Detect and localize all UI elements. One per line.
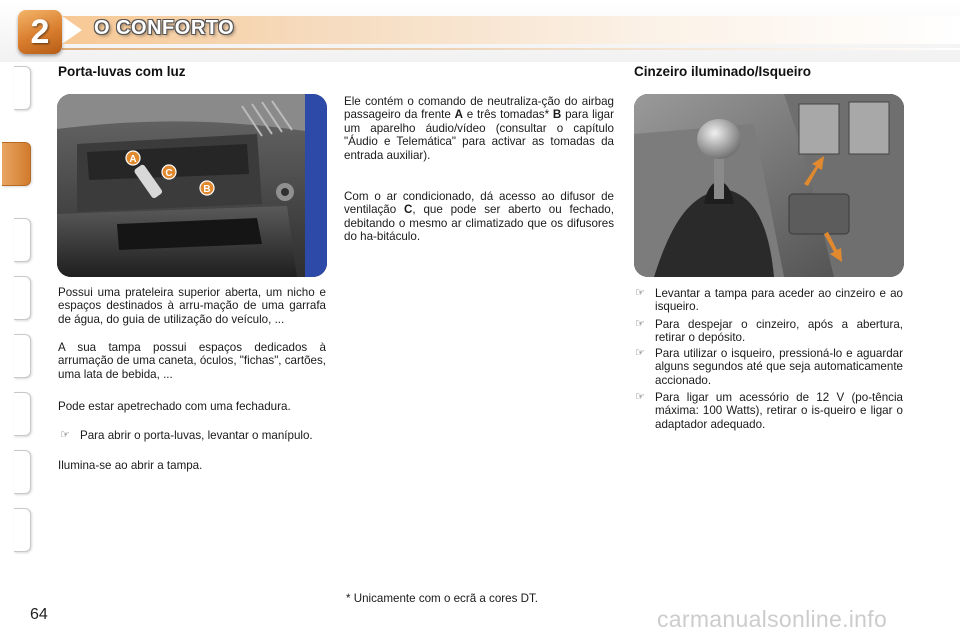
- svg-text:C: C: [165, 168, 173, 179]
- svg-text:B: B: [203, 184, 211, 195]
- pointing-hand-icon: ☞: [60, 429, 70, 441]
- glovebox-illustration: [57, 94, 327, 277]
- glovebox-heading: Porta-luvas com luz: [58, 64, 186, 79]
- ashtray-bullet-2: [633, 318, 903, 345]
- pointing-hand-icon: ☞: [635, 287, 645, 299]
- ashtray-bullet-1: [633, 287, 903, 314]
- chapter-tab-7[interactable]: [14, 450, 31, 494]
- pointing-hand-icon: ☞: [635, 391, 645, 403]
- chapter-tab-1[interactable]: [14, 66, 31, 110]
- title-arrow-decoration: [62, 16, 82, 44]
- footnote: * Unicamente com o ecrã a cores DT.: [346, 592, 539, 605]
- chapter-badge: [18, 10, 62, 54]
- chapter-tab-8[interactable]: [14, 508, 31, 552]
- chapter-tab-3[interactable]: [14, 218, 31, 262]
- middle-ref-c: C: [404, 203, 413, 217]
- glovebox-paragraph-4: Ilumina-se ao abrir a tampa.: [58, 459, 203, 472]
- chapter-tab-5[interactable]: [14, 334, 31, 378]
- ashtray-bullet-4: [633, 391, 903, 431]
- callout-a: [126, 151, 140, 165]
- middle-ref-a: A: [454, 108, 463, 122]
- svg-text:A: A: [129, 154, 137, 165]
- middle-paragraph-2-pre: Com o ar condicionado, dá acesso ao difusor de ventilação: [344, 190, 614, 217]
- gearstick-illustration: [634, 94, 904, 277]
- middle-paragraph-2-post: , que pode ser aberto ou fechado, debitando o mesmo ar climatizado que os difusores do ha-bitáculo.: [344, 203, 614, 244]
- middle-paragraph-1-pre: Ele contém o comando de neutraliza-ção do airbag passageiro da frente: [344, 95, 614, 122]
- middle-paragraph-1-post: para ligar um aparelho áudio/vídeo (consultar o capítulo "Áudio e Telemática" para activar as tomadas da entrada auxiliar).: [344, 108, 614, 162]
- glovebox-bullet-1-text: Para abrir o porta-luvas, levantar o manípulo.: [80, 429, 313, 442]
- page-title: O CONFORTO: [94, 17, 235, 39]
- title-underline: [62, 48, 960, 50]
- callout-b: [200, 181, 214, 195]
- page-number: 64: [30, 606, 48, 623]
- callout-c: [162, 165, 176, 179]
- pointing-hand-icon: ☞: [635, 318, 645, 330]
- ashtray-bullet-3: [633, 347, 903, 387]
- middle-ref-b: B: [552, 108, 562, 122]
- chapter-tab-6[interactable]: [14, 392, 31, 436]
- middle-paragraph-2: [344, 190, 614, 244]
- ashtray-bullet-4-text: Para ligar um acessório de 12 V (po-tência máxima: 100 Watts), retirar o is-queiro e ligar o adaptador adequado.: [655, 391, 903, 431]
- pointing-hand-icon: ☞: [635, 347, 645, 359]
- middle-paragraph-1-mid: e três tomadas*: [466, 108, 550, 122]
- ashtray-heading: Cinzeiro iluminado/Isqueiro: [634, 64, 812, 79]
- chapter-tab-strip: [0, 66, 34, 576]
- chapter-number: 2: [30, 13, 50, 51]
- watermark[interactable]: carmanualsonline.info: [657, 606, 888, 632]
- chapter-tab-4[interactable]: [14, 276, 31, 320]
- ashtray-bullet-2-text: Para despejar o cinzeiro, após a abertura, retirar o depósito.: [655, 318, 903, 345]
- ashtray-photo: [634, 94, 904, 277]
- glovebox-paragraph-3: Pode estar apetrechado com uma fechadura.: [58, 400, 291, 413]
- chapter-tab-2-active[interactable]: [2, 142, 31, 186]
- ashtray-bullet-1-text: Levantar a tampa para aceder ao cinzeiro e ao isqueiro.: [655, 287, 903, 314]
- glovebox-photo: [57, 94, 327, 277]
- middle-paragraph-1: [344, 95, 614, 162]
- glovebox-paragraph-1: Possui uma prateleira superior aberta, um nicho e espaços destinados à arru-mação de uma garrafa de água, do guia de utilização do veículo, ...: [58, 286, 326, 326]
- glovebox-paragraph-2: A sua tampa possui espaços dedicados à arrumação de uma caneta, óculos, "fichas", cartões, uma lata de bebida, ...: [58, 341, 326, 381]
- ashtray-bullet-3-text: Para utilizar o isqueiro, pressioná-lo e aguardar alguns segundos até que seja automaticamente accionado.: [655, 347, 903, 387]
- glovebox-bullet-1: [58, 429, 326, 442]
